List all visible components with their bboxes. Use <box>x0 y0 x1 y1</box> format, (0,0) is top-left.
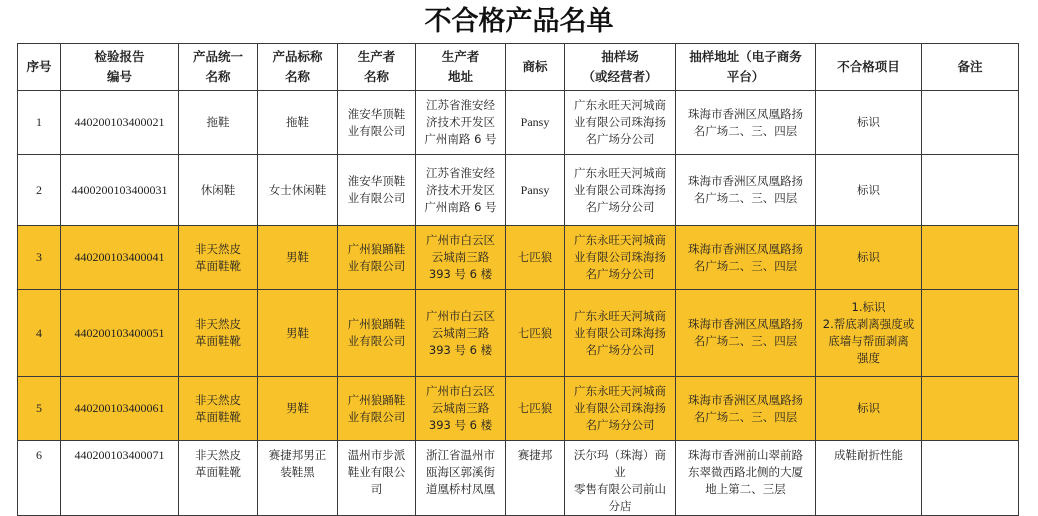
cell-sampling-site: 广东永旺天河城商 业有限公司珠海扬 名广场分公司 <box>565 155 676 226</box>
cell-nominal-name: 男鞋 <box>258 377 338 441</box>
cell-producer-name: 广州狼踊鞋 业有限公司 <box>338 290 416 377</box>
cell-failed-items: 标识 <box>816 226 922 290</box>
cell-sampling-site: 广东永旺天河城商 业有限公司珠海扬 名广场分公司 <box>565 377 676 441</box>
cell-sampling-address: 珠海市香洲前山翠前路 东翠微西路北侧的大厦 地上第二、三层 <box>676 441 816 516</box>
table-row <box>18 91 1019 155</box>
cell-remarks <box>922 377 1019 441</box>
cell-producer-name: 温州市步派 鞋业有限公 司 <box>338 441 416 516</box>
cell-producer-address: 广州市白云区 云城南三路 393 号 6 楼 <box>416 290 506 377</box>
cell-unified-name: 非天然皮 革面鞋靴 <box>179 441 258 516</box>
header-nominal-name: 产品标称 名称 <box>258 44 338 91</box>
cell-unified-name: 拖鞋 <box>179 91 258 155</box>
cell-sampling-address: 珠海市香洲区凤凰路扬 名广场二、三、四层 <box>676 290 816 377</box>
cell-nominal-name: 女士休闲鞋 <box>258 155 338 226</box>
cell-remarks <box>922 226 1019 290</box>
cell-report-number: 440200103400021 <box>61 91 179 155</box>
cell-failed-items: 标识 <box>816 377 922 441</box>
cell-sampling-site: 广东永旺天河城商 业有限公司珠海扬 名广场分公司 <box>565 91 676 155</box>
cell-remarks <box>922 441 1019 516</box>
document-title: 不合格产品名单 <box>424 6 614 37</box>
cell-report-number: 440200103400041 <box>61 226 179 290</box>
header-brand: 商标 <box>506 44 565 91</box>
cell-producer-address: 广州市白云区 云城南三路 393 号 6 楼 <box>416 377 506 441</box>
cell-remarks <box>922 91 1019 155</box>
table-header-row <box>18 44 1019 91</box>
cell-index: 5 <box>18 377 61 441</box>
cell-failed-items: 1.标识 2.帮底剥离强度或 底墙与帮面剥离 强度 <box>816 290 922 377</box>
cell-index: 4 <box>18 290 61 377</box>
cell-report-number: 440200103400061 <box>61 377 179 441</box>
table-row <box>18 226 1019 290</box>
cell-nominal-name: 赛捷邦男正 装鞋黑 <box>258 441 338 516</box>
cell-sampling-address: 珠海市香洲区凤凰路扬 名广场二、三、四层 <box>676 91 816 155</box>
cell-sampling-address: 珠海市香洲区凤凰路扬 名广场二、三、四层 <box>676 377 816 441</box>
nonconforming-products-table <box>17 43 1019 516</box>
cell-sampling-site: 广东永旺天河城商 业有限公司珠海扬 名广场分公司 <box>565 226 676 290</box>
cell-brand: 赛捷邦 <box>506 441 565 516</box>
cell-producer-address: 江苏省淮安经 济技术开发区 广州南路 6 号 <box>416 155 506 226</box>
cell-nominal-name: 男鞋 <box>258 290 338 377</box>
cell-remarks <box>922 155 1019 226</box>
cell-nominal-name: 男鞋 <box>258 226 338 290</box>
cell-unified-name: 休闲鞋 <box>179 155 258 226</box>
header-index: 序号 <box>18 44 61 91</box>
header-sampling-address: 抽样地址（电子商务 平台） <box>676 44 816 91</box>
cell-brand: Pansy <box>506 155 565 226</box>
cell-brand: 七匹狼 <box>506 226 565 290</box>
header-producer-name: 生产者 名称 <box>338 44 416 91</box>
table-row <box>18 441 1019 516</box>
cell-brand: 七匹狼 <box>506 377 565 441</box>
cell-remarks <box>922 290 1019 377</box>
header-sampling-site: 抽样场 （或经营者） <box>565 44 676 91</box>
cell-producer-name: 淮安华顶鞋 业有限公司 <box>338 155 416 226</box>
cell-failed-items: 成鞋耐折性能 <box>816 441 922 516</box>
header-unified-name: 产品统一 名称 <box>179 44 258 91</box>
cell-producer-address: 江苏省淮安经 济技术开发区 广州南路 6 号 <box>416 91 506 155</box>
header-failed-items: 不合格项目 <box>816 44 922 91</box>
cell-sampling-site: 沃尔玛（珠海）商业 零售有限公司前山 分店 <box>565 441 676 516</box>
cell-report-number: 440200103400051 <box>61 290 179 377</box>
cell-brand: Pansy <box>506 91 565 155</box>
cell-index: 3 <box>18 226 61 290</box>
cell-unified-name: 非天然皮 革面鞋靴 <box>179 377 258 441</box>
cell-report-number: 440200103400071 <box>61 441 179 516</box>
cell-report-number: 4400200103400031 <box>61 155 179 226</box>
cell-producer-name: 广州狼踊鞋 业有限公司 <box>338 226 416 290</box>
cell-failed-items: 标识 <box>816 155 922 226</box>
table-row <box>18 155 1019 226</box>
cell-index: 6 <box>18 441 61 516</box>
header-producer-address: 生产者 地址 <box>416 44 506 91</box>
cell-unified-name: 非天然皮 革面鞋靴 <box>179 290 258 377</box>
cell-index: 2 <box>18 155 61 226</box>
cell-producer-address: 浙江省温州市 瓯海区郭溪街 道凰桥村凤凰 <box>416 441 506 516</box>
cell-sampling-address: 珠海市香洲区凤凰路扬 名广场二、三、四层 <box>676 226 816 290</box>
cell-producer-name: 淮安华顶鞋 业有限公司 <box>338 91 416 155</box>
cell-unified-name: 非天然皮 革面鞋靴 <box>179 226 258 290</box>
table-row <box>18 290 1019 377</box>
table-row <box>18 377 1019 441</box>
cell-failed-items: 标识 <box>816 91 922 155</box>
header-remarks: 备注 <box>922 44 1019 91</box>
cell-producer-address: 广州市白云区 云城南三路 393 号 6 楼 <box>416 226 506 290</box>
cell-sampling-site: 广东永旺天河城商 业有限公司珠海扬 名广场分公司 <box>565 290 676 377</box>
cell-brand: 七匹狼 <box>506 290 565 377</box>
header-report-number: 检验报告 编号 <box>61 44 179 91</box>
cell-producer-name: 广州狼踊鞋 业有限公司 <box>338 377 416 441</box>
cell-nominal-name: 拖鞋 <box>258 91 338 155</box>
cell-index: 1 <box>18 91 61 155</box>
cell-sampling-address: 珠海市香洲区凤凰路扬 名广场二、三、四层 <box>676 155 816 226</box>
